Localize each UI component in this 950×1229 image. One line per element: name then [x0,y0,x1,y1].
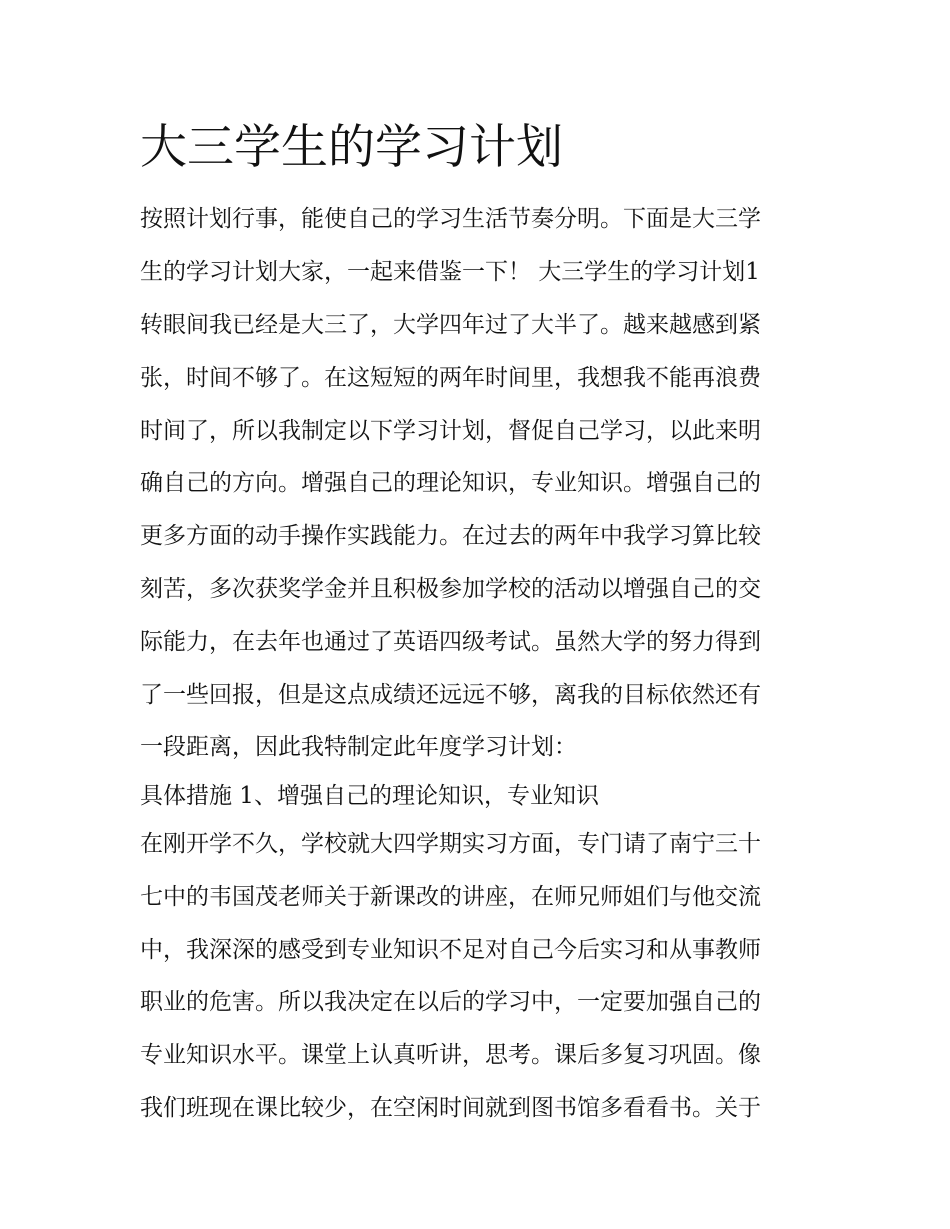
text-line: 职业的危害。所以我决定在以后的学习中，一定要加强自己的 [140,989,761,1015]
document-title: 大三学生的学习计划 [140,120,563,175]
text-line: 生的学习计划大家，一起来借鉴一下！ 大三学生的学习计划1 [140,259,760,285]
text-line: 转眼间我已经是大三了，大学四年过了大半了。越来越感到紧 [140,312,761,338]
text-line: 际能力，在去年也通过了英语四级考试。虽然大学的努力得到 [140,629,761,655]
text-line: 我们班现在课比较少，在空闲时间就到图书馆多看看书。关于 [140,1095,761,1121]
section-heading: 具体措施 1、增强自己的理论知识，专业知识 [140,783,599,809]
text-line: 张，时间不够了。在这短短的两年时间里，我想我不能再浪费 [140,365,761,391]
text-line: 专业知识水平。课堂上认真听讲，思考。课后多复习巩固。像 [140,1042,761,1068]
text-line: 在刚开学不久，学校就大四学期实习方面，专门请了南宁三十 [140,831,761,857]
text-line: 中，我深深的感受到专业知识不足对自己今后实习和从事教师 [140,937,761,963]
text-line: 时间了，所以我制定以下学习计划，督促自己学习，以此来明 [140,418,761,444]
text-line: 刻苦，多次获奖学金并且积极参加学校的活动以增强自己的交 [140,576,761,602]
text-line: 按照计划行事，能使自己的学习生活节奏分明。下面是大三学 [140,206,761,232]
text-line: 了一些回报，但是这点成绩还远远不够，离我的目标依然还有 [140,682,761,708]
text-line: 更多方面的动手操作实践能力。在过去的两年中我学习算比较 [140,523,761,549]
text-line: 七中的韦国茂老师关于新课改的讲座，在师兄师姐们与他交流 [140,884,761,910]
text-line: 确自己的方向。增强自己的理论知识，专业知识。增强自己的 [140,470,761,496]
text-line: 一段距离，因此我特制定此年度学习计划： [140,734,577,760]
